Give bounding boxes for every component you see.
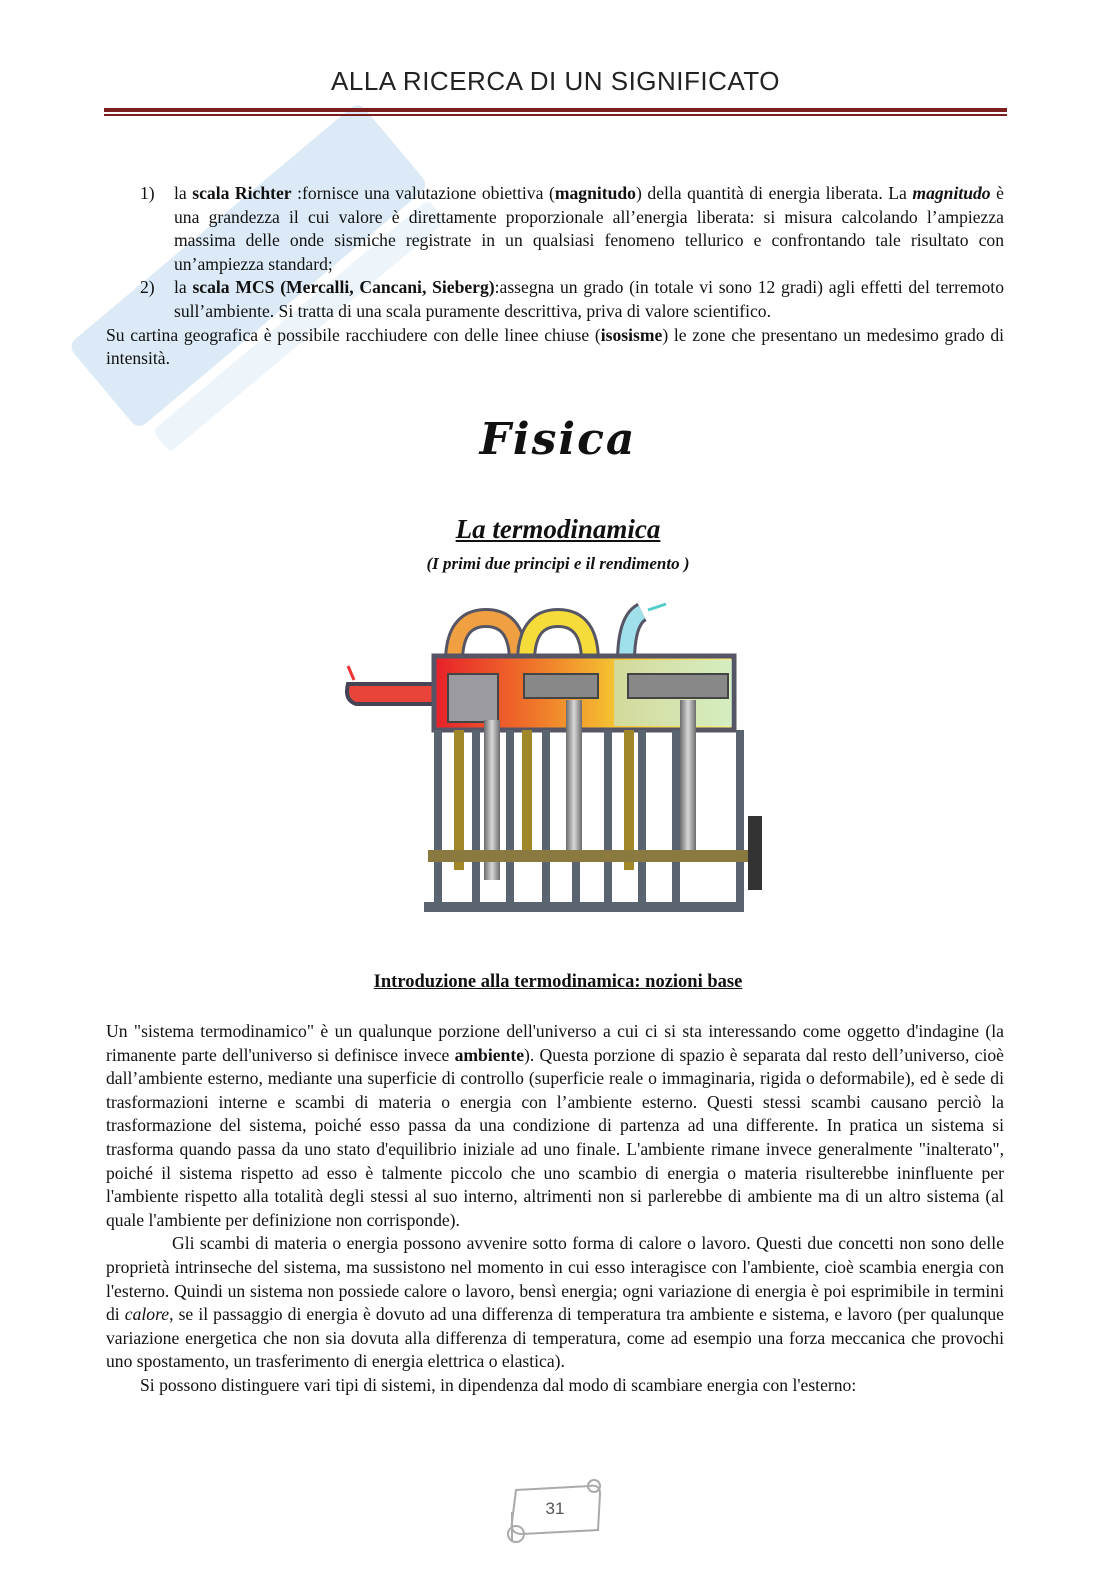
chapter-title: La termodinamica xyxy=(455,514,661,544)
chapter-subtitle: (I primi due principi e il rendimento ) xyxy=(426,554,690,573)
list-item: 2) la scala MCS (Mercalli, Cancani, Sieberg):assegna un grado (in totale vi sono 12 gradi) agli effetti del terremoto sull’ambiente. Si tratta di una scala puramente descrittiva, priva di valore scientifico. xyxy=(140,277,1004,321)
steam-engine-illustration xyxy=(336,600,776,918)
intro-paragraph-2: Gli scambi di materia o energia possono avvenire sotto forma di calore o lavoro. Questi due concetti non sono delle proprietà intrinseche del sistema, ma sussistono nel momento in cui esso interagisce con l'ambiente, cioè scambia energia con l'esterno. Quindi un sistema non possiede calore o lavoro, bensì energia; ogni variazione di energia è poi esprimibile in termini di calore, se il passaggio di energia è dovuto ad una differenza di temperatura tra ambiente e sistema, e lavoro (per qualunque variazione energetica che non sia dovuta alla differenza di temperatura, come ad esempio una forza meccanica che provochi uno spostamento, un trasferimento di energia elettrica o elastica). xyxy=(106,1233,1004,1372)
page-number: 31 xyxy=(545,1499,565,1518)
intro-body xyxy=(106,1020,1004,1398)
header-rule-thin xyxy=(104,114,1007,116)
list-block xyxy=(106,182,1004,371)
list-item: 1) la scala Richter :fornisce una valutazione obiettiva (magnitudo) della quantità di energia liberata. La magnitudo è una grandezza il cui valore è direttamente proporzionale all’energia liberata: si misura calcolando l’ampiezza massima delle onde sismiche registrate in un qualsiasi fenomeno tellurico e confrontando tale risultato con un’ampiezza standard; xyxy=(140,183,1004,274)
intro-paragraph-3: Si possono distinguere vari tipi di sistemi, in dipendenza dal modo di scambiare energia con l'esterno: xyxy=(140,1374,857,1395)
page-number-badge xyxy=(502,1472,608,1552)
section-title: Fisica xyxy=(479,414,637,465)
running-header: ALLA RICERCA DI UN SIGNIFICATO xyxy=(331,66,780,96)
header-rule-thick xyxy=(104,108,1007,112)
intro-heading: Introduzione alla termodinamica: nozioni base xyxy=(373,972,743,992)
intro-paragraph-1: Un "sistema termodinamico" è un qualunque porzione dell'universo a cui ci si sta interessando come oggetto d'indagine (la rimanente parte dell'universo si definisce invece ambiente). Questa porzione di spazio è separata dal resto dell’universo, cioè dall’ambiente esterno, mediante una superficie di controllo (superficie reale o immaginaria, rigida o deformabile), ed è sede di trasformazioni interne e scambi di materia o energia con l’ambiente esterno. Questi stessi scambi causano perciò la trasformazione del sistema, poiché esso passa da una condizione di partenza ad una differente. In pratica un sistema si trasforma quando passa da uno stato d'equilibrio iniziale ad uno finale. L'ambiente rimane invece generalmente "inalterato", poiché il sistema rispetto ad esso è talmente piccolo che uno scambio di energia o materia risulterebbe ininfluente per l'ambiente rispetto alla totalità degli stessi al suo interno, altrimenti non si parlerebbe di ambiente ma di un altro sistema (al quale l'ambiente per definizione non corrisponde). xyxy=(106,1021,1004,1230)
isosisme-paragraph: Su cartina geografica è possibile racchiudere con delle linee chiuse (isosisme) le zone che presentano un medesimo grado di intensità. xyxy=(106,324,1005,369)
